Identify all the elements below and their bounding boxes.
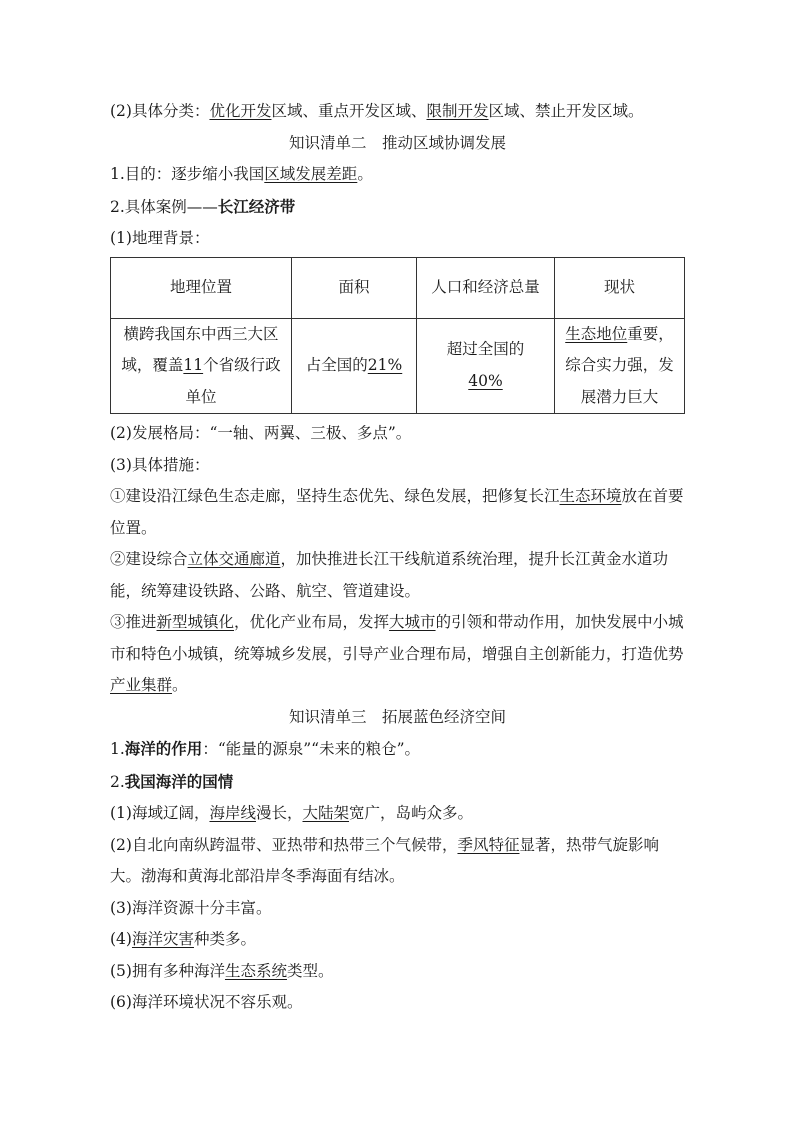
paragraph-classification: (2)具体分类：优化开发区域、重点开发区域、限制开发区域、禁止开发区域。 (110, 102, 644, 120)
table-header: 现状 (555, 257, 685, 318)
underlined-answer: 40% (468, 371, 503, 390)
document-content (110, 96, 685, 1019)
paragraph-ocean-2: (2)自北向南纵跨温带、亚热带和热带三个气候带，季风特征显著，热带气旋影响大。渤海和黄海北部沿岸冬季海面有结冰。 (110, 835, 659, 885)
table-cell-status: 生态地位重要，综合实力强，发展潜力巨大 (555, 318, 685, 414)
paragraph-ocean-conditions: 2.我国海洋的国情 (110, 771, 234, 791)
underlined-answer: 立体交通廊道 (187, 550, 281, 568)
underlined-answer: 季风特征 (457, 835, 520, 854)
paragraph-background: (1)地理背景： (110, 229, 210, 247)
underlined-answer: 新型城镇化 (156, 613, 235, 631)
paragraph-measure-3: ③推进新型城镇化，优化产业布局，发挥大城市的引领和带动作用，加快发展中小城市和特色小城镇，统筹城乡发展，引导产业合理布局，增强自主创新能力，打造优势产业集群。 (110, 613, 684, 694)
underlined-answer: 21% (367, 356, 403, 374)
paragraph-case: 2.具体案例——长江经济带 (110, 196, 296, 216)
paragraph-measures: (3)具体措施： (110, 455, 210, 474)
table-header: 地理位置 (111, 257, 292, 318)
underlined-answer: 生态地位 (565, 324, 628, 343)
paragraph-ocean-3: (3)海洋资源十分丰富。 (110, 898, 272, 917)
underlined-answer: 大城市 (389, 613, 436, 631)
paragraph-ocean-role: 1.海洋的作用：“能量的源泉”“未来的粮仓”。 (110, 739, 421, 758)
paragraph-ocean-6: (6)海洋环境状况不容乐观。 (110, 993, 303, 1011)
table-row (111, 318, 685, 414)
table-cell-location: 横跨我国东中西三大区域，覆盖11个省级行政单位 (111, 318, 292, 414)
underlined-answer: 产业集群 (110, 676, 173, 694)
paragraph-ocean-1: (1)海域辽阔，海岸线漫长，大陆架宽广，岛屿众多。 (110, 804, 474, 822)
underlined-answer: 11 (183, 356, 204, 374)
section-heading-2: 知识清单二 推动区域协调发展 (288, 133, 506, 152)
background-table (110, 257, 685, 415)
paragraph-ocean-5: (5)拥有多种海洋生态系统类型。 (110, 961, 334, 980)
paragraph-measure-2: ②建设综合立体交通廊道，加快推进长江干线航道系统治理，提升长江黄金水道功能，统筹建设铁路、公路、航空、管道建设。 (110, 550, 669, 600)
table-header: 面积 (292, 257, 417, 318)
table-cell-population: 超过全国的 40% (417, 318, 555, 414)
underlined-answer: 生态系统 (224, 961, 287, 980)
underlined-answer: 限制开发 (426, 102, 489, 120)
underlined-answer: 生态环境 (559, 487, 622, 505)
underlined-answer: 海洋灾害 (131, 930, 194, 948)
paragraph-measure-1: ①建设沿江绿色生态走廊，坚持生态优先、绿色发展，把修复长江生态环境放在首要位置。 (110, 487, 684, 537)
table-header-row (111, 257, 685, 318)
underlined-answer: 区域发展差距 (264, 165, 358, 183)
underlined-answer: 海岸线 (209, 804, 256, 822)
underlined-answer: 优化开发 (209, 102, 272, 120)
paragraph-ocean-4: (4)海洋灾害种类多。 (110, 930, 256, 948)
paragraph-layout: (2)发展格局：“一轴、两翼、三极、多点”。 (110, 424, 412, 442)
table-cell-area: 占全国的21% (292, 318, 417, 414)
table-header: 人口和经济总量 (417, 257, 555, 318)
paragraph-purpose: 1.目的：逐步缩小我国区域发展差距。 (110, 165, 373, 183)
underlined-answer: 大陆架 (302, 804, 350, 822)
section-heading-3: 知识清单三 拓展蓝色经济空间 (288, 707, 506, 726)
